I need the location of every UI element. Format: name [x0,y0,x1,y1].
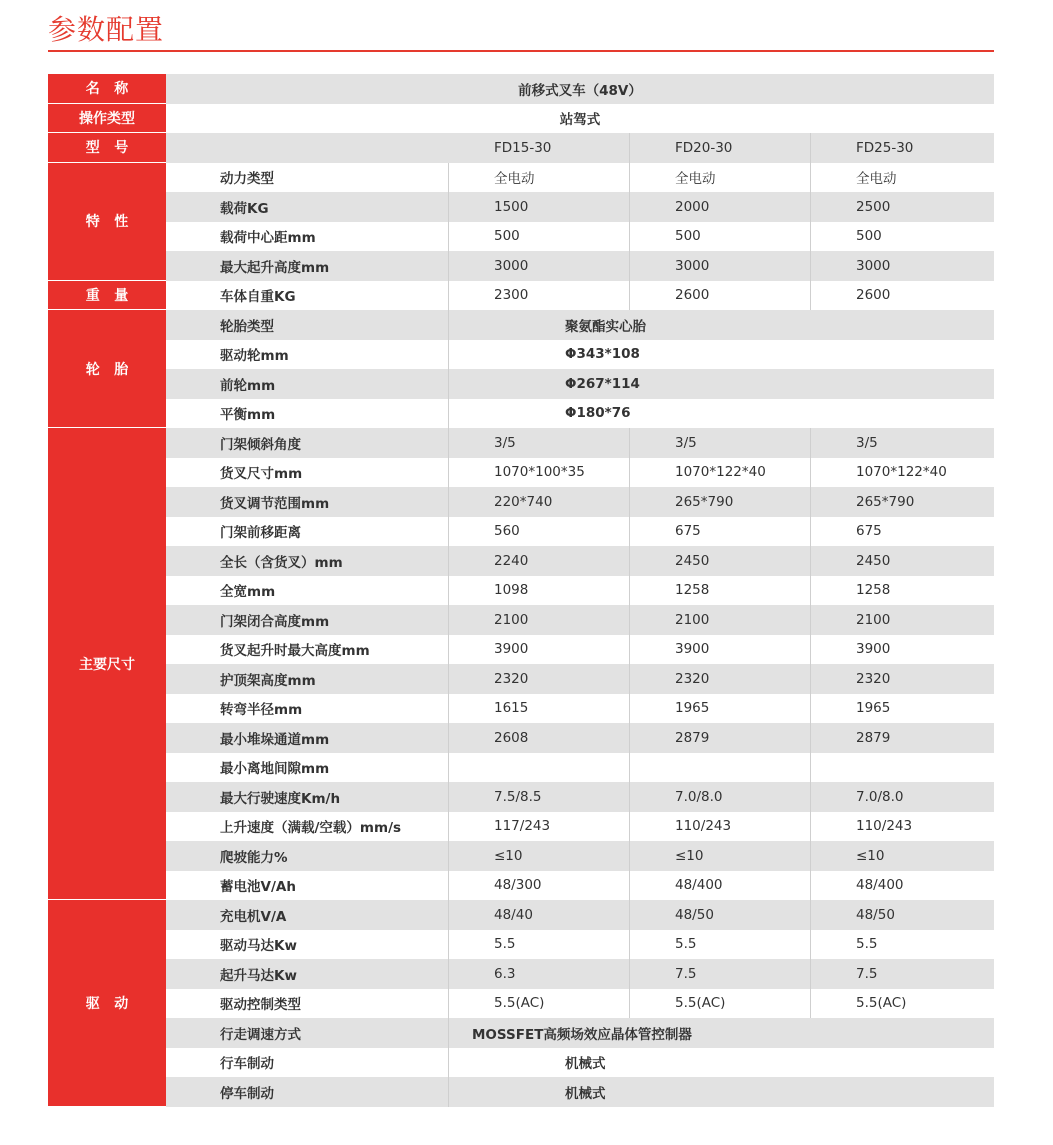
spec-value: 500 [856,228,882,245]
column-separator [810,694,811,724]
spec-value: 全电动 [675,171,716,188]
spec-value: 2320 [856,670,891,687]
spec-value: 1070*100*35 [494,464,585,481]
column-separator [448,723,449,753]
spec-value: 1070*122*40 [856,464,947,481]
spec-value: 110/243 [856,818,913,835]
column-separator [448,753,449,783]
column-separator [810,487,811,517]
spec-value: 5.5 [856,936,878,953]
column-separator [448,340,449,370]
spec-value: 110/243 [675,818,732,835]
column-separator [629,281,630,311]
spec-value: 1500 [494,198,529,215]
spec-value: 500 [494,228,520,245]
column-separator [629,576,630,606]
column-separator [448,605,449,635]
column-separator [810,753,811,783]
spec-value: 1965 [675,700,710,717]
spec-value: 5.5 [675,936,697,953]
category-label: 型 号 [85,140,129,157]
column-separator [448,1077,449,1107]
column-separator [629,782,630,812]
column-separator [629,635,630,665]
column-separator [629,487,630,517]
column-separator [448,163,449,193]
spec-value: 3/5 [856,434,878,451]
column-separator [448,959,449,989]
column-separator [810,576,811,606]
spec-value: 48/40 [494,906,533,923]
column-separator [629,546,630,576]
column-separator [810,458,811,488]
spec-value-merged: MOSSFET高频场效应晶体管控制器 [472,1026,692,1043]
spec-label: 门架闭合高度mm [220,613,330,630]
column-separator [810,664,811,694]
column-separator [629,192,630,222]
spec-value: 500 [675,228,701,245]
column-separator [810,517,811,547]
spec-label: 门架前移距离 [220,525,301,542]
column-separator [629,930,630,960]
spec-value: 1098 [494,582,529,599]
spec-value: 675 [675,523,701,540]
spec-label: 护顶架高度mm [220,672,316,689]
column-separator [810,133,811,163]
spec-value: 3/5 [675,434,697,451]
model-fd25-30: FD25-30 [856,139,914,156]
column-separator [629,753,630,783]
column-separator [448,399,449,429]
spec-value: 2000 [675,198,710,215]
column-separator [448,871,449,901]
spec-label: 全宽mm [220,584,276,601]
spec-value: 3900 [856,641,891,658]
spec-value: 3/5 [494,434,516,451]
column-separator [629,812,630,842]
spec-value: 2320 [675,670,710,687]
spec-value: 2608 [494,729,529,746]
column-separator [448,192,449,222]
spec-label: 驱动控制类型 [220,997,301,1014]
column-separator [448,576,449,606]
column-separator [448,517,449,547]
column-separator [629,959,630,989]
operation-type-value: 站驾式 [559,112,601,129]
column-separator [448,782,449,812]
category-model [48,133,166,163]
spec-table [48,74,994,1109]
category-weight [48,281,166,311]
column-separator [810,222,811,252]
spec-value: 48/50 [675,906,714,923]
spec-value: 220*740 [494,493,553,510]
spec-label: 平衡mm [220,407,276,424]
column-separator [629,163,630,193]
category-label: 操作类型 [79,110,135,127]
column-separator [448,458,449,488]
column-separator [810,635,811,665]
column-separator [810,900,811,930]
spec-value: 3000 [856,257,891,274]
column-separator [629,133,630,163]
model-fd15-30: FD15-30 [494,139,552,156]
spec-value: 1965 [856,700,891,717]
product-name: 前移式叉车（48V） [518,82,642,99]
column-separator [448,546,449,576]
column-separator [448,635,449,665]
column-separator [810,782,811,812]
column-separator [810,841,811,871]
column-separator [810,546,811,576]
spec-value: ≤10 [494,847,523,864]
spec-value: 2320 [494,670,529,687]
spec-label: 停车制动 [220,1085,274,1102]
spec-label: 前轮mm [220,377,276,394]
spec-value: 7.0/8.0 [675,788,723,805]
spec-value: ≤10 [856,847,885,864]
spec-label: 最小堆垛通道mm [220,731,330,748]
spec-value: 2450 [675,552,710,569]
column-separator [629,251,630,281]
column-separator [448,428,449,458]
column-separator [448,251,449,281]
spec-label: 载荷中心距mm [220,230,316,247]
spec-value: 3000 [675,257,710,274]
column-separator [448,694,449,724]
spec-value: 5.5(AC) [856,995,907,1012]
column-separator [629,517,630,547]
spec-value: 3000 [494,257,529,274]
category-label: 轮 胎 [85,361,129,378]
column-separator [448,369,449,399]
spec-value-merged: Φ343*108 [565,346,640,363]
column-separator [448,1048,449,1078]
spec-value: 2100 [856,611,891,628]
category-label: 名 称 [85,81,129,98]
spec-value: 2500 [856,198,891,215]
spec-label: 载荷KG [220,200,269,217]
column-separator [810,605,811,635]
column-separator [810,930,811,960]
column-separator [629,605,630,635]
column-separator [810,192,811,222]
spec-label: 蓄电池V/Ah [220,879,296,896]
spec-label: 充电机V/A [220,908,287,925]
category-label: 特 性 [85,214,129,230]
column-separator [629,723,630,753]
column-separator [448,487,449,517]
spec-value: 2879 [675,729,710,746]
spec-value: 2100 [675,611,710,628]
spec-value: 2879 [856,729,891,746]
column-separator [448,841,449,871]
spec-value: 1258 [856,582,891,599]
spec-value: 1070*122*40 [675,464,766,481]
spec-value: 2300 [494,287,529,304]
title-divider [48,50,994,52]
column-separator [810,281,811,311]
spec-label: 动力类型 [220,171,274,188]
column-separator [448,989,449,1019]
spec-value-merged: 聚氨酯实心胎 [565,318,646,335]
spec-value: 2600 [675,287,710,304]
column-separator [810,428,811,458]
spec-value: 1615 [494,700,529,717]
column-separator [629,989,630,1019]
column-separator [810,812,811,842]
spec-label: 最小离地间隙mm [220,761,330,778]
spec-value: 48/50 [856,906,895,923]
column-separator [810,959,811,989]
spec-value-merged: Φ267*114 [565,375,640,392]
column-separator [810,251,811,281]
spec-value: 2100 [494,611,529,628]
column-separator [629,900,630,930]
spec-label: 全长（含货叉）mm [220,554,343,571]
spec-label: 货叉起升时最大高度mm [220,643,370,660]
column-separator [448,281,449,311]
spec-label: 最大起升高度mm [220,259,330,276]
spec-label: 货叉调节范围mm [220,495,330,512]
spec-value: 全电动 [856,171,897,188]
spec-label: 门架倾斜角度 [220,436,301,453]
spec-value: 5.5(AC) [494,995,545,1012]
model-fd20-30: FD20-30 [675,139,733,156]
spec-value: 117/243 [494,818,551,835]
spec-value: 2450 [856,552,891,569]
spec-value: 2240 [494,552,529,569]
column-separator [810,871,811,901]
column-separator [629,458,630,488]
category-label: 驱 动 [85,995,129,1012]
column-separator [629,428,630,458]
spec-value-merged: Φ180*76 [565,405,631,422]
spec-value: 48/300 [494,877,542,894]
spec-value: 5.5 [494,936,516,953]
column-separator [448,310,449,340]
spec-label: 驱动马达Kw [220,938,297,955]
category-tires [48,310,166,428]
column-separator [448,812,449,842]
page-title: 参数配置 [48,13,165,46]
spec-value: 2600 [856,287,891,304]
spec-value: 675 [856,523,882,540]
spec-label: 车体自重KG [220,289,296,306]
spec-value: 全电动 [494,171,535,188]
category-dimensions [48,428,166,900]
spec-value: 48/400 [675,877,723,894]
category-features [48,163,166,281]
column-separator [448,930,449,960]
spec-value: 48/400 [856,877,904,894]
spec-label: 行车制动 [220,1056,274,1073]
spec-value: 560 [494,523,520,540]
column-separator [629,664,630,694]
spec-value: 265*790 [856,493,915,510]
spec-value: 3900 [675,641,710,658]
category-label: 主要尺寸 [79,656,135,673]
spec-value: ≤10 [675,847,704,864]
column-separator [448,222,449,252]
column-separator [810,723,811,753]
spec-value: 6.3 [494,965,516,982]
spec-value: 265*790 [675,493,734,510]
column-separator [629,694,630,724]
column-separator [448,1018,449,1048]
spec-label: 起升马达Kw [220,967,297,984]
category-drive [48,900,166,1107]
spec-value: 7.0/8.0 [856,788,904,805]
spec-label: 上升速度（满载/空载）mm/s [220,820,402,837]
column-separator [629,841,630,871]
spec-value-merged: 机械式 [565,1085,606,1102]
spec-label: 货叉尺寸mm [220,466,303,483]
column-separator [629,222,630,252]
spec-label: 行走调速方式 [220,1026,301,1043]
spec-value-merged: 机械式 [565,1056,606,1073]
column-separator [810,989,811,1019]
spec-value: 7.5/8.5 [494,788,542,805]
spec-label: 轮胎类型 [220,318,274,335]
column-separator [810,163,811,193]
spec-value: 1258 [675,582,710,599]
spec-label: 爬坡能力% [220,849,288,866]
column-separator [629,871,630,901]
spec-label: 转弯半径mm [220,702,303,719]
column-separator [448,900,449,930]
spec-label: 最大行驶速度Km/h [220,790,341,807]
spec-label: 驱动轮mm [220,348,289,365]
spec-value: 5.5(AC) [675,995,726,1012]
spec-value: 7.5 [856,965,878,982]
spec-value: 7.5 [675,965,697,982]
category-label: 重 量 [85,287,129,304]
column-separator [448,664,449,694]
spec-value: 3900 [494,641,529,658]
